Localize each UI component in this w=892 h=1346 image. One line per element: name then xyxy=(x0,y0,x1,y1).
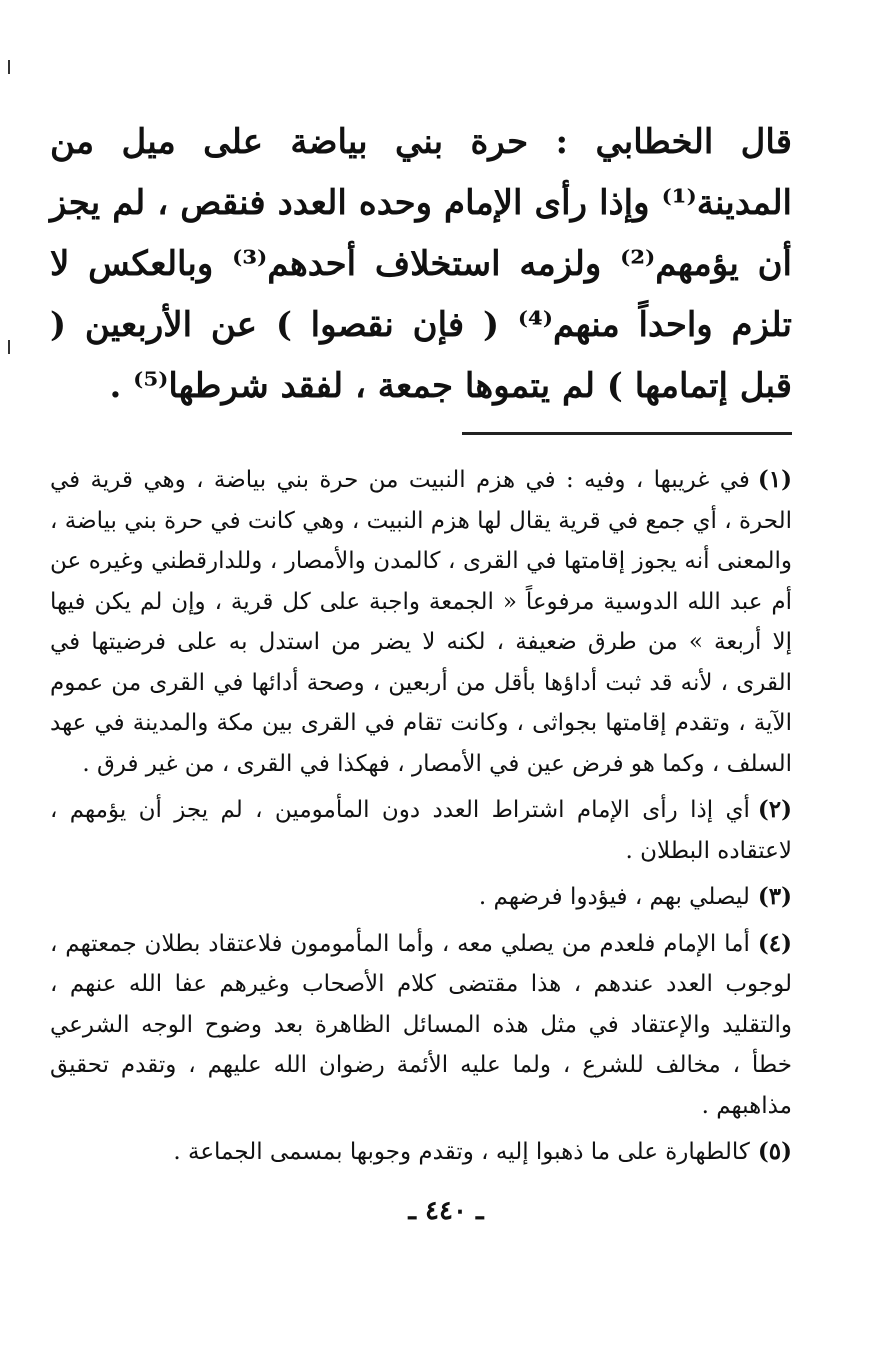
footnote-text: كالطهارة على ما ذهبوا إليه ، وتقدم وجوبها بمسمى الجماعة . xyxy=(173,1139,750,1165)
footnote-5 xyxy=(50,1132,792,1173)
margin-mark-top xyxy=(8,60,10,74)
footnote-text: أما الإمام فلعدم من يصلي معه ، وأما المأمومون فلاعتقاد بطلان جمعتهم ، لوجوب العدد عندهم ، هذا مقتضى كلام الأصحاب وغيرهم عفا الله عنهم ، والتقليد والإعتقاد في مثل هذه المسائل الظاهرة بعد وضوح الوجه الشرعي خطأ ، مخالف للشرع ، ولما عليه الأئمة رضوان الله عليهم ، وتقدم تحقيق مذاهبهم . xyxy=(50,930,792,1119)
footnote-text: أي إذا رأى الإمام اشتراط العدد دون المأمومين ، لم يجز أن يؤمهم ، لاعتقاده البطلان . xyxy=(50,797,792,864)
main-paragraph: قال الخطابي : حرة بني بياضة على ميل من المدينة⁽¹⁾ وإذا رأى الإمام وحده العدد فنقص ، لم يجز أن يؤمهم⁽²⁾ ولزمه استخلاف أحدهم⁽³⁾ وبالعكس لا تلزم واحداً منهم⁽⁴⁾ ( فإن نقصوا ) عن الأربعين ( قبل إتمامها ) لم يتموها جمعة ، لفقد شرطها⁽⁵⁾ . xyxy=(50,122,793,406)
footnote-number: (١) xyxy=(757,466,792,493)
footnote-number: (٢) xyxy=(757,796,792,823)
footnote-number: (٥) xyxy=(757,1138,792,1165)
footnote-1 xyxy=(50,460,792,784)
footnotes xyxy=(50,460,792,1179)
footnote-number: (٤) xyxy=(757,929,792,957)
footnote-2 xyxy=(50,790,792,871)
footnote-4 xyxy=(50,924,792,1127)
footnote-3 xyxy=(50,877,792,918)
footnote-number: (٣) xyxy=(757,883,792,910)
page-number: ـ ٤٤٠ ـ xyxy=(408,1196,484,1226)
footnote-text: في غريبها ، وفيه : في هزم النبيت من حرة بني بياضة ، وهي قرية في الحرة ، أي جمع في قرية يقال لها هزم النبيت ، وهي كانت في حرة بني بياضة ، والمعنى أنه يجوز إقامتها في القرى ، كالمدن والأمصار ، وللدارقطني وغيره عن أم عبد الله الدوسية مرفوعاً « الجمعة واجبة على كل قرية ، وإن لم يكن فيها إلا أربعة » من طرق ضعيفة ، لكنه لا يضر من استدل به على فرضيتها في القرى ، لأنه قد ثبت أداؤها بأقل من أربعين ، وصحة أدائها في القرى من عموم الآية ، وتقدم إقامتها بجواثى ، وكانت تقام في القرى بين مكة والمدينة في عهد السلف ، وكما هو فرض عين في الأمصار ، فهكذا في القرى ، من غير فرق . xyxy=(50,467,792,777)
footnote-text: ليصلي بهم ، فيؤدوا فرضهم . xyxy=(478,884,750,910)
margin-mark-middle xyxy=(8,340,10,354)
footnote-separator xyxy=(462,432,792,435)
